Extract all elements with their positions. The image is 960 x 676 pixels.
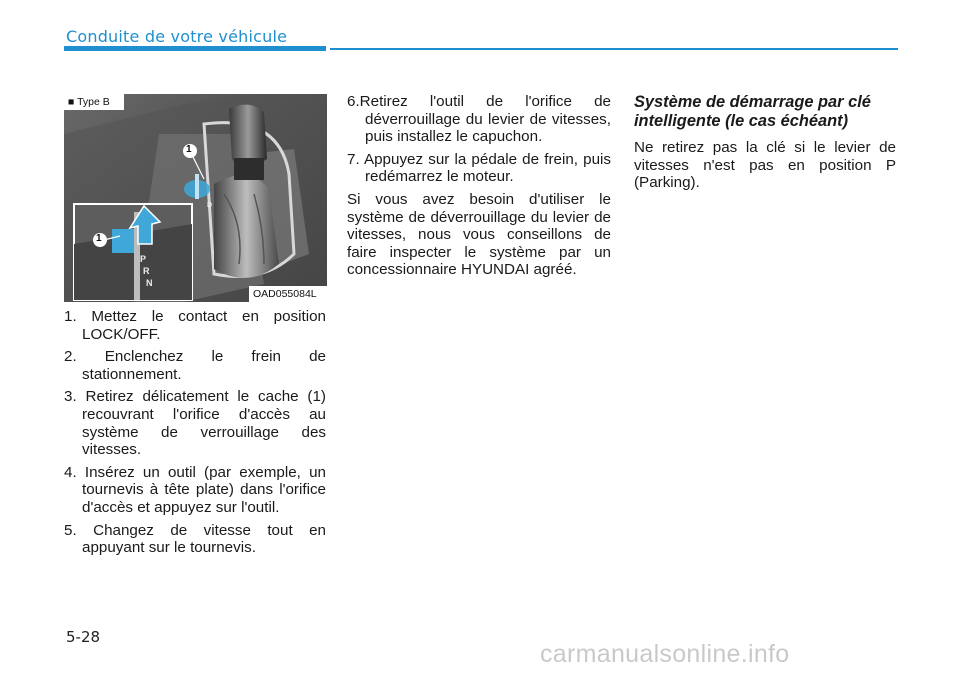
step-item: 3. Retirez délicatement le cache (1) recouvrant l'orifice d'accès au système de verrouillage des vitesses.: [64, 388, 326, 459]
page-number: 5-28: [66, 628, 101, 646]
advice-paragraph: Si vous avez besoin d'utiliser le système de déverrouillage du levier de vitesses, nous vous conseillons de faire inspecter le système par un concessionnaire HYUNDAI agréé.: [347, 190, 611, 279]
watermark-text: carmanualsonline.info: [540, 640, 790, 668]
step-item: 2. Enclenchez le frein de stationnement.: [64, 348, 326, 383]
column-left: [64, 308, 326, 562]
gear-letter-d: D: [207, 202, 213, 209]
section-heading: Système de démarrage par clé intelligente (le cas échéant): [634, 93, 871, 130]
column-middle: [347, 93, 611, 279]
page-header-title: Conduite de votre véhicule: [66, 27, 288, 46]
section-body: Ne retirez pas la clé si le levier de vitesses n'est pas en position P (Parking).: [634, 139, 896, 192]
step-item: 6.Retirez l'outil de l'orifice de déverrouillage du levier de vitesses, puis installez le capuchon.: [347, 93, 611, 146]
figure-code-label: OAD055084L: [253, 288, 317, 300]
step-item: 5. Changez de vitesse tout en appuyant sur le tournevis.: [64, 521, 326, 557]
step-item: 1. Mettez le contact en position LOCK/OFF.: [64, 308, 326, 343]
figure-type-label: ■ Type B: [68, 96, 110, 108]
gear-letter-p: P: [140, 254, 147, 264]
gear-shift-illustration: [64, 94, 327, 302]
callout-number-inset: 1: [96, 233, 102, 244]
callout-number-upper: 1: [186, 144, 192, 155]
gear-letter-r: R: [143, 266, 150, 276]
header-rule-thin: [330, 48, 898, 50]
gear-shift-figure: [64, 94, 327, 302]
column-right: [634, 93, 896, 192]
step-item: 7. Appuyez sur la pédale de frein, puis redémarrez le moteur.: [347, 150, 611, 186]
header-rule-thick: [64, 46, 326, 51]
step-item: 4. Insérez un outil (par exemple, un tournevis à tête plate) dans l'orifice d'accès et appuyez sur l'outil.: [64, 463, 326, 516]
gear-letter-n: N: [146, 278, 153, 288]
